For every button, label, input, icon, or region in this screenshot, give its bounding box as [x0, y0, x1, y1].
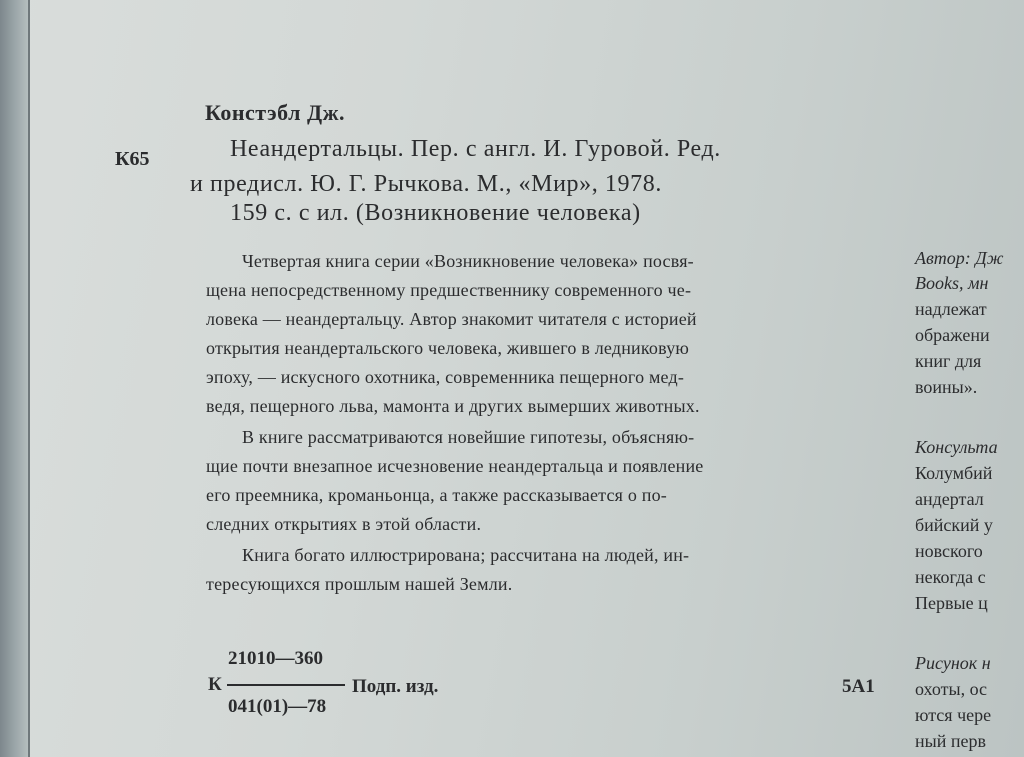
annotation-line: ловека — неандертальцу. Автор знакомит читателя с историей — [206, 309, 697, 329]
right-page-line: книг для — [915, 351, 982, 371]
annotation-line: Четвертая книга серии «Возникновение человека» посвя- — [242, 251, 694, 271]
right-page-line: надлежат — [915, 299, 987, 319]
catalog-card-page — [30, 0, 910, 757]
bib-numerator: 21010—360 — [228, 648, 323, 669]
right-page-line: некогда с — [915, 567, 986, 587]
right-page-line: воины». — [915, 377, 978, 397]
annotation-line: щена непосредственному предшественнику современного че- — [206, 280, 692, 300]
annotation-line: следних открытиях в этой области. — [206, 514, 482, 534]
right-page-line: Первые ц — [915, 593, 988, 613]
bib-label: Подп. изд. — [352, 676, 439, 697]
annotation-line: ведя, пещерного льва, мамонта и других вымерших животных. — [206, 396, 700, 416]
right-page-line: охоты, ос — [915, 679, 988, 699]
author-name: Констэбл Дж. — [205, 100, 346, 125]
right-page-line: ображени — [915, 325, 990, 345]
right-page-line: новского — [915, 541, 983, 561]
annotation-line: открытия неандертальского человека, жившего в ледниковую — [206, 338, 690, 358]
annotation-line: Книга богато иллюстрирована; рассчитана на людей, ин- — [242, 545, 690, 565]
right-page-line: Books, мн — [915, 273, 989, 293]
catalog-code: К65 — [115, 148, 150, 170]
right-page-line: ются чере — [915, 705, 992, 725]
right-page-line: Рисунок н — [915, 653, 991, 673]
bib-k-letter: К — [208, 674, 222, 695]
annotation-line: тересующихся прошлым нашей Земли. — [206, 574, 513, 594]
right-page-line: андертал — [915, 489, 984, 509]
title-line: Неандертальцы. Пер. с англ. И. Гуровой. Ред. — [230, 136, 721, 162]
bib-class: 5А1 — [842, 676, 875, 697]
right-page-line: бийский у — [915, 515, 993, 535]
right-page-line: Колумбий — [915, 463, 993, 483]
right-page-line: Консульта — [915, 437, 998, 457]
bib-denominator: 041(01)—78 — [228, 696, 327, 717]
annotation-line: В книге рассматриваются новейшие гипотезы, объясняю- — [242, 427, 695, 447]
annotation-line: его преемника, кроманьонца, а также рассказывается о по- — [206, 485, 667, 505]
annotation-line: щие почти внезапное исчезновение неандертальца и появление — [206, 456, 704, 476]
right-page-line: ный перв — [915, 731, 986, 751]
annotation-line: эпоху, — искусного охотника, современника пещерного мед- — [206, 367, 685, 387]
book-binding-edge — [0, 0, 30, 757]
facing-page-fragment — [910, 0, 1024, 757]
right-page-line: Автор: Дж — [915, 248, 1004, 268]
title-line: 159 с. с ил. (Возникновение человека) — [230, 200, 641, 226]
title-line: и предисл. Ю. Г. Рычкова. М., «Мир», 1978. — [190, 171, 662, 197]
bib-fraction-line — [227, 684, 345, 686]
